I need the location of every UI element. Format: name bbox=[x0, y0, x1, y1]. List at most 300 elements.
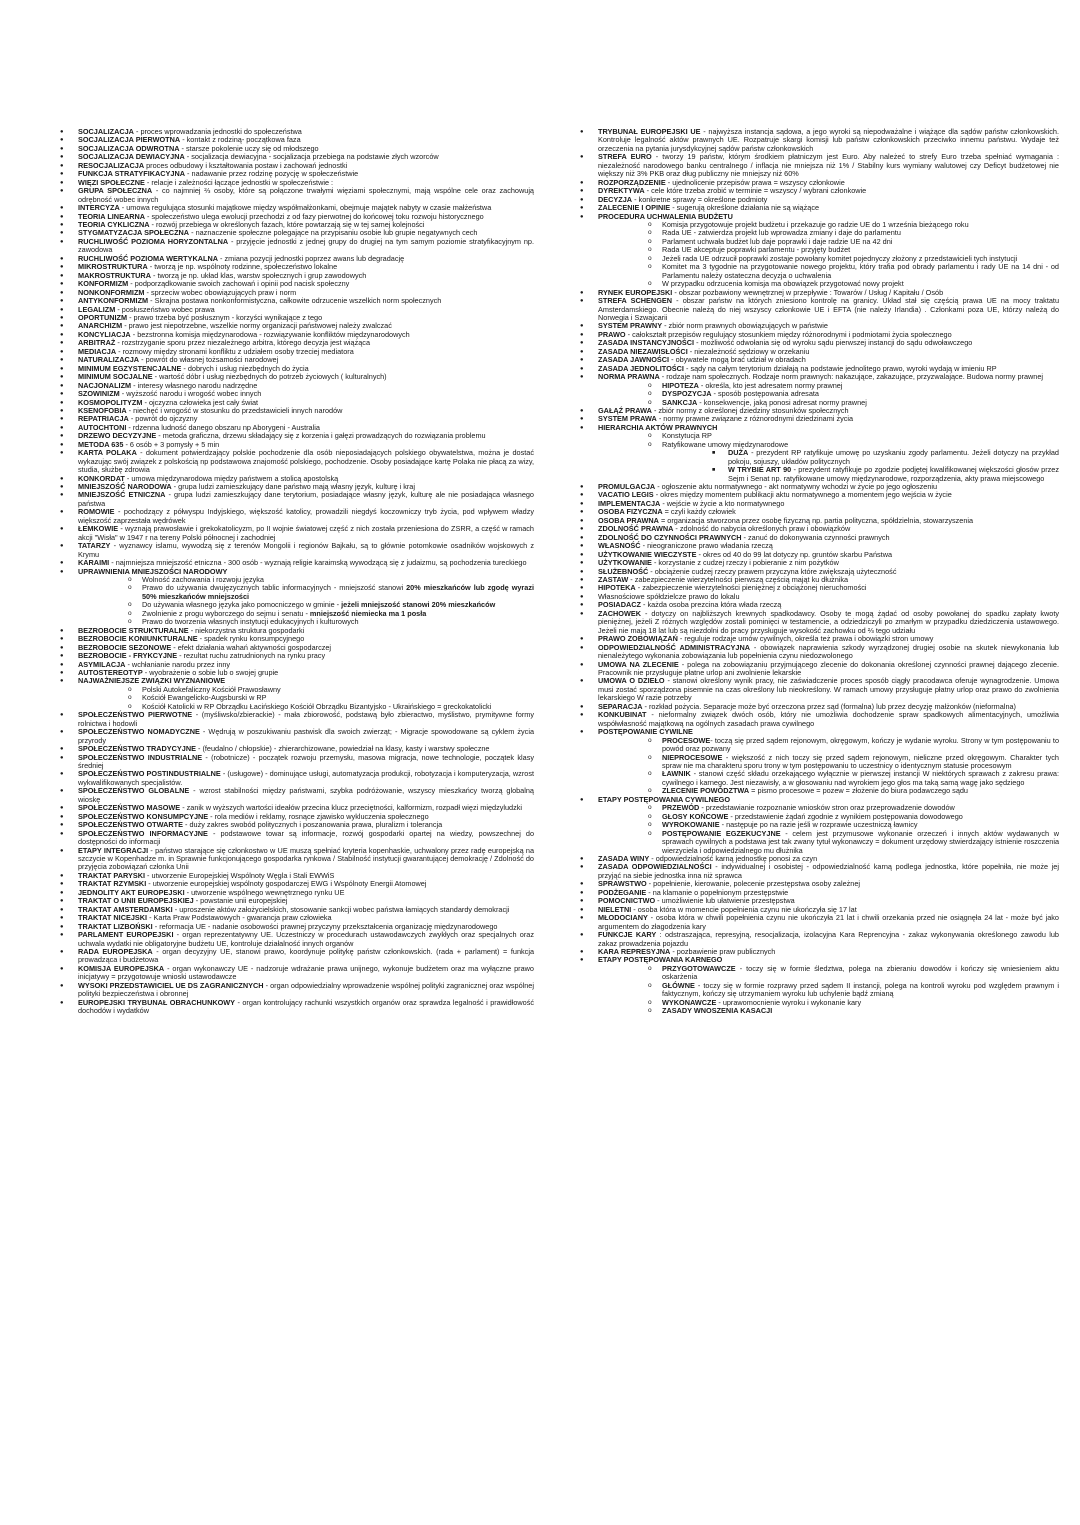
term-item bbox=[62, 754, 534, 771]
term-item bbox=[582, 728, 1059, 796]
sub-emphasis: mniejszość niemiecka ma 1 posła bbox=[309, 608, 427, 618]
sub-text: Zwolnienie z progu wyborczego do sejmu i senatu - bbox=[142, 608, 310, 618]
sub-text: Komisja przygotowuje projekt budżetu i przekazuje go radzie UE do 1 września bieżącego roku bbox=[662, 219, 969, 229]
sub-text: Polski Autokefaliczny Kościół Prawosławny bbox=[142, 684, 281, 694]
term-definition: - (robotnicze) - początek rozwoju przemysłu, masowa migracja, nowe technologie, początek klasy średniej bbox=[78, 752, 534, 770]
term-definition: - wartość dóbr i usług niezbędnych do potrzeb życiowych ( kulturalnych) bbox=[152, 372, 387, 382]
term-name: DECYZJA bbox=[598, 194, 633, 204]
term-name: TRAKTAT O UNII EUROPEJSKIEJ bbox=[78, 896, 194, 906]
term-definition: - tworzy 19 państw, którym środkiem płatniczym jest Euro. Aby należeć to strefy Euro trzeba spełniać wymagania : niezależność narodowego banku centralnego / inflacja nie mniejsza niż 1% / Stabilny kurs wymiany walutowej czy Deficyt budżetowej nie większy niż 3% PKB oraz dług publiczny nie mniejszy niż 60% bbox=[598, 152, 1059, 179]
term-definition: - na klamanie o popełnionym przestępstwie bbox=[646, 887, 789, 897]
term-name: IMPLEMENTACJA bbox=[598, 498, 661, 508]
term-definition: - utworzenie wspólnego wewnętrznego rynku UE bbox=[184, 887, 345, 897]
term-name: KOSMOPOLITYZM bbox=[78, 397, 143, 407]
term-item bbox=[62, 982, 534, 999]
term-definition: - przyjęcie jednostki z jednej grupy do drugiej na tym samym poziomie stratyfikacyjnym np. zawodowa bbox=[78, 236, 534, 255]
sub-term: ZASADY WNOSZENIA KASACJI bbox=[662, 1006, 773, 1016]
term-definition: - rodzaje nam społecznych. Rodzaje norm prawnych: nakazujące, zakazujące, przyzwalające. Budowa normy prawnej bbox=[659, 372, 1044, 382]
term-text: Własnościowe spółdzielcze prawo do lokalu bbox=[598, 591, 740, 601]
term-definition: - powrót do ojczyzny bbox=[128, 414, 198, 424]
sub-term: SANKCJA bbox=[662, 397, 698, 407]
sub-item bbox=[648, 982, 1059, 999]
term-name: ETAPY POSTĘPOWANIA CYWILNEGO bbox=[598, 794, 731, 804]
sub-text: - toczą się przed sądem rejonowym, okręgowym, kończy je wydanie wyroku. Strony w tym postępowaniu to powód oraz pozwany bbox=[662, 735, 1059, 754]
term-name: SPRAWSTWO bbox=[598, 879, 647, 889]
term-name: WIĘZI SPOŁECZNE bbox=[78, 177, 145, 187]
term-definition: - kontakt z rodziną- początkowa faza bbox=[180, 135, 301, 145]
term-definition: - ujednolicenie przepisów prawa = wszyscy członkowie bbox=[665, 177, 845, 187]
term-definition: - zbiór norm prawnych obowiązujących w państwie bbox=[662, 321, 828, 331]
term-name: LEGALIZM bbox=[78, 304, 116, 314]
term-name: ROMOWIE bbox=[78, 507, 115, 517]
term-definition: - obszar pozbawiony wewnętrznej w przepływie : Towarów / Usług / Kapitału / Osób bbox=[672, 287, 944, 297]
term-name: POMOCNICTWO bbox=[598, 896, 656, 906]
term-item bbox=[582, 297, 1059, 322]
term-definition: - konkretne sprawy = określone podmioty bbox=[632, 194, 768, 204]
term-item bbox=[582, 796, 1059, 855]
term-name: ZASTAW bbox=[598, 575, 629, 585]
term-definition: - pochodzący z półwyspu Indyjskiego, większość katolicy, prowadzili niegdyś koczowniczy tryb życia, pod wpływem władzy większość zaprzestała wędrówek bbox=[78, 507, 534, 525]
term-name: SPOŁECZEŃSTWO PIERWOTNE bbox=[78, 710, 193, 720]
term-item bbox=[582, 931, 1059, 948]
term-definition: - wzrost stabilności między państwami, szybka podróżowanie, wszyscy mieszkańcy tworzą globalną wioskę bbox=[78, 786, 534, 804]
term-definition: - pozbawienie praw publicznych bbox=[670, 946, 776, 956]
term-definition: - tworzą je np. układ klas, warstw społecznych i grup zawodowych bbox=[150, 270, 367, 280]
term-item bbox=[62, 770, 534, 787]
term-name: SOCJALIZACJA bbox=[78, 127, 134, 136]
term-name: TRAKTAT AMSTERDAMSKI bbox=[78, 904, 173, 914]
term-name: EUROPEJSKI TRYBUNAŁ OBRACHUNKOWY bbox=[78, 997, 236, 1007]
term-name: TRAKTAT LIZBOŃSKI bbox=[78, 921, 153, 931]
term-definition: - zbiór normy z określonej dziedziny stosunków społecznych bbox=[651, 405, 849, 415]
sub-text: - stanowi część składu orzekającego wyłącznie w pierwszej instancji W niektórych sprawach z zakresu prawa: cywilnego i karnego. Jest niezawisły, a w głosowaniu nad wyrokiem jego głos ma taką samą wagę jako sędziego bbox=[662, 769, 1059, 787]
term-definition: - zanuć do dokonywania czynności prawnych bbox=[741, 532, 890, 542]
term-name: RYNEK EUROPEJSKI bbox=[598, 287, 673, 297]
term-name: KARAIMI bbox=[78, 558, 110, 568]
term-name: KONCYLIACJA bbox=[78, 329, 131, 339]
term-name: GRUPA SPOŁECZNA bbox=[78, 186, 153, 196]
sub-list bbox=[598, 432, 1059, 483]
term-definition: - umowa regulująca stosunki majątkowe między współmałżonkami, obejmuje majątek nabyty w czasie małżeństwa bbox=[119, 203, 492, 213]
term-definition: - niechęć i wrogość w stosunku do przedstawicieli innych narodów bbox=[126, 405, 343, 415]
term-name: TRYBUNAŁ EUROPEJSKI UE bbox=[598, 127, 701, 136]
term-name: BEZROBOCIE STRUKTURALNE bbox=[78, 625, 189, 635]
term-definition: - zdolność do nabycia określonych praw i obowiązków bbox=[673, 524, 851, 534]
left-column bbox=[62, 128, 534, 1016]
term-item bbox=[62, 238, 534, 255]
term-name: SZOWINIZM bbox=[78, 389, 120, 399]
sub-sub-item bbox=[712, 466, 1059, 483]
term-name: STREFA SCHENGEN bbox=[598, 296, 673, 306]
term-definition: - duży zakres swobód politycznych i poszanowania prawa, pluralizm i tolerancja bbox=[183, 820, 443, 830]
term-name: SPOŁECZEŃSTWO POSTINDUSTRIALNE bbox=[78, 769, 221, 779]
term-item bbox=[582, 153, 1059, 178]
term-item bbox=[582, 610, 1059, 635]
term-definition: - okres od 40 do 99 lat dotyczy np. gruntów skarbu Państwa bbox=[696, 549, 893, 559]
term-name: SEPARACJA bbox=[598, 701, 643, 711]
term-definition: - starsze pokolenie uczy się od młodszego bbox=[179, 143, 319, 153]
term-name: PROMULGACJA bbox=[598, 482, 656, 492]
term-item bbox=[582, 213, 1059, 289]
term-definition: - obywatele mogą brać udział w obradach bbox=[669, 355, 806, 365]
term-name: SŁUŻEBNOŚĆ bbox=[598, 566, 649, 576]
sub-text: Rada UE akceptuje poprawki parlamentu - przyjęty budżet bbox=[662, 245, 851, 255]
term-name: PRAWO bbox=[598, 329, 626, 339]
term-definition: - prawo jest niepotrzebne, wszelkie normy organizacji państwowej należy zwalczać bbox=[122, 321, 392, 331]
term-definition: - najwyższa instancja sądowa, a jego wyroki są niepodważalne i wiążące dla sądów państw członkowskich. Kontroluje legalność aktów prawnych UE. Rozpatruje skargi komisji lub państw członkowskich przeciwko innemu państwu. Wydaje też orzeczenia na pytania jurysdykcyjnej sądów państw członkowskich bbox=[598, 127, 1059, 153]
term-definition: - organ wykonawczy UE - nadzoruje wdrażanie prawa unijnego, wykonuje budżetem oraz ma wyłączne prawo inicjatywy = przygotowuje wnioski ustawodawcze bbox=[78, 963, 534, 982]
term-name: ZASADA NIEZAWISŁOŚCI bbox=[598, 346, 688, 356]
term-definition: - co najmniej ⅔ osoby, które są połączone trwałymi więziami społecznymi, mają wspólne cele oraz zachowują odrębność wobec innych bbox=[78, 186, 534, 204]
term-definition: - indywidualnej i osobistej - odpowiedzialność karną podlega jednostka, które popełniła, nie może jej przyjąć na siebie jednostka inna niż sprawca bbox=[598, 862, 1059, 880]
term-definition: - obowiązek naprawienia szkody wyrządzonej drugiej osobie na skutek niewykonania lub nienależytego wykonania zobowiązania lub popełnienia czynu niedozwolonego bbox=[598, 642, 1059, 661]
term-definition: - wejście w życie a kto normatywnego bbox=[660, 498, 785, 508]
term-name: JEDNOLITY AKT EUROPEJSKI bbox=[78, 887, 185, 897]
term-name: DYREKTYWA bbox=[598, 186, 645, 196]
sub-item bbox=[648, 770, 1059, 787]
term-definition: - okres między momentem publikacji aktu normatywnego a momentem jego wejścia w życie bbox=[653, 490, 952, 500]
term-definition: = czyli każdy człowiek bbox=[662, 507, 736, 517]
left-term-list bbox=[62, 128, 534, 1016]
term-definition: - Karta Praw Podstawowych - gwarancja praw człowieka bbox=[147, 913, 332, 923]
term-item bbox=[62, 525, 534, 542]
term-item bbox=[62, 965, 534, 982]
term-name: MINIMUM EGZYSTENCJALNE bbox=[78, 363, 182, 373]
term-name: ZASADA JAWNOŚCI bbox=[598, 355, 670, 365]
sub-text: - uprawomocnienie wyroku i wykonanie kary bbox=[716, 997, 862, 1007]
sub-text: Prawo do używania dwujęzycznych tablic informacyjnych - mniejszość stanowi bbox=[142, 583, 407, 593]
term-name: SOCJALIZACJA ODWROTNA bbox=[78, 143, 180, 153]
term-definition: - osoba która w momencie popełnienia czynu nie ukończyła się 17 lat bbox=[631, 904, 857, 914]
term-name: SPOŁECZEŃSTWO TRADYCYJNE bbox=[78, 744, 196, 754]
term-name: ZACHOWEK bbox=[598, 608, 641, 618]
term-definition: - naznaczenie społeczne polegające na przypisaniu osobie lub grupie negatywnych cech bbox=[189, 228, 478, 238]
term-name: KOMISJA EUROPEJSKA bbox=[78, 963, 165, 973]
term-definition: - 6 osób + 3 pomysły + 5 min bbox=[123, 439, 220, 449]
term-name: NACJONALIZM bbox=[78, 380, 132, 390]
term-name: KSENOFOBIA bbox=[78, 405, 127, 415]
sub-text: Kościół Katolicki w RP Obrządku Łacińskiego Kościół Obrządku Bizantyjsko - Ukraińskiego = greckokatolicki bbox=[142, 701, 492, 711]
term-name: METODA 635 bbox=[78, 439, 124, 449]
term-name: MIKROSTRUKTURA bbox=[78, 262, 148, 272]
term-definition: - organ reprezentatywny UE. Uczestniczy w procedurach ustawodawczych zwykłych oraz specjalnych oraz uchwala wydatki nie obligatoryjne budżetu UE, kontroluje działalność innych organów bbox=[78, 930, 534, 948]
term-definition: - popełnienie, kierowanie, polecenie przestępstwa osoby zależnej bbox=[646, 879, 861, 889]
term-definition: - relacje i zależności łączące jednostki w społeczeństwie : bbox=[144, 177, 334, 187]
term-item bbox=[62, 187, 534, 204]
term-definition: - ojczyzna człowieka jest cały świat bbox=[142, 397, 259, 407]
term-definition: - organ odpowiedzialny wprowadzenie wspólnej polityki zagranicznej oraz wspólnej polityki bezpieczeństwa i obronnej bbox=[78, 980, 534, 999]
term-name: NAJWAŻNIEJSZE ZWIĄZKI WYZNANIOWE bbox=[78, 676, 226, 686]
term-definition: - wyznawcy islamu, wywodzą się z terenów Mongolii i regionów Bajkału, są to głównie potomkowie osadników wojskowych z Krymu bbox=[78, 541, 534, 559]
term-name: DRZEWO DECYZYJNE bbox=[78, 431, 157, 441]
term-definition: - całokształt przepisów regulujący stosunkiem między różnorodnymi i podmiotami życia społecznego bbox=[625, 329, 952, 339]
term-definition: - wyższość narodu i wrogość wobec innych bbox=[119, 389, 262, 399]
sub-term: POSTĘPOWANIE EGZEKUCYJNE bbox=[662, 828, 781, 838]
term-item bbox=[62, 847, 534, 872]
sub-text: - prezydent RP ratyfikuje umowę po uzyskaniu zgody parlamentu. Jeżeli dotyczy na przykład pokoju, sojuszy, układów politycznych bbox=[728, 448, 1059, 466]
term-definition: - ogłoszenie aktu normatywnego - akt normatywny wchodzi w życie po jego ogłoszeniu bbox=[655, 482, 938, 492]
term-name: OPORTUNIZM bbox=[78, 312, 128, 322]
term-definition: - umowa międzynarodowa między państwem a stolicą apostolską bbox=[124, 473, 339, 483]
term-definition: - wyobrażenie o sobie lub o swojej grupie bbox=[142, 668, 279, 677]
sub-text: Jeżeli rada UE odrzucił poprawki zostaje powołany komitet pojednyczy złożony z przedstawicieli tych instytucji bbox=[662, 253, 1018, 263]
term-definition: - możliwość odwołania się od wyroku sądu pierwszej instancji do sądu odwoławczego bbox=[694, 338, 973, 348]
term-item bbox=[582, 424, 1059, 483]
term-name: SPOŁECZEŃSTWO INFORMACYJNE bbox=[78, 828, 208, 838]
term-name: KONKUBINAT bbox=[598, 710, 647, 720]
term-item bbox=[62, 711, 534, 728]
term-definition: - każda osoba prezcina która włada rzeczą bbox=[640, 600, 782, 610]
term-name: ZDOLNOŚĆ DO CZYNNOŚCI PRAWNYCH bbox=[598, 532, 742, 542]
term-name: ANTYKONFORMIZM bbox=[78, 296, 149, 306]
term-name: RUCHLIWOŚĆ POZIOMA WERTYKALNA bbox=[78, 253, 218, 263]
term-name: BEZROBOCIE KONIUNKTURALNE bbox=[78, 634, 198, 644]
term-name: STYGMATYZACJA SPOŁECZNA bbox=[78, 228, 190, 238]
term-item bbox=[582, 711, 1059, 728]
term-definition: - grupa ludzi zamieszkujący dane terytorium, posiadające własny język, kulturę ale nie posiadająca własnego państwa bbox=[78, 490, 534, 508]
sub-emphasis: 20% mieszkańców lub zgodę wyrazi 50% mieszkańców mniejszości bbox=[142, 583, 534, 601]
sub-list bbox=[598, 221, 1059, 289]
term-definition: - społeczeństwo ulega ewolucji przechodzi z od fazy pierwotnej do końcowej toku rozwoju historycznego bbox=[145, 211, 484, 221]
sub-list bbox=[598, 737, 1059, 796]
term-definition: - obciążenie cudzej rzeczy prawem przyczyna które zwiększają użyteczność bbox=[648, 566, 897, 576]
term-definition: - najmniejsza mniejszość etniczna - 300 osób - wyznają religie karaimską wywodzącą się z judaizmu, są pochodzenia tureckiego bbox=[109, 558, 527, 568]
term-name: MŁODOCIANY bbox=[598, 913, 648, 923]
term-definition: - rola mediów i reklamy, rosnące zjawisko wykluczenia społecznego bbox=[208, 811, 429, 821]
term-item bbox=[582, 914, 1059, 931]
sub-text: - następuje po na razie jeśli w rozprawie uczestniczą ławnicy bbox=[719, 820, 918, 830]
sub-term: GŁOSY KOŃCOWE bbox=[662, 811, 729, 821]
term-item bbox=[582, 373, 1059, 407]
term-item bbox=[62, 568, 534, 627]
term-definition: - podporządkowanie swoich zachowań i opinii pod nacisk społeczny bbox=[128, 279, 350, 289]
sub-text: Kościół Ewangelicko-Augsburski w RP bbox=[142, 693, 267, 703]
term-definition: - zabezpieczenie wierzytelności pierwszą częścią mająt ku dłużnika bbox=[628, 575, 849, 585]
term-name: WYSOKI PRZEDSTAWICIEL UE DS ZAGRANICZNYCH bbox=[78, 980, 264, 990]
term-definition: - podstawowe towar są informacje, rozwój gospodarki opartej na wiedzy, powszechnej do dostępności do informacji bbox=[78, 828, 535, 847]
sub-item bbox=[648, 830, 1059, 855]
term-definition: - niekorzystna struktura gospodarki bbox=[188, 625, 305, 635]
term-definition: - prawo trzeba być posłusznym - korzyści wynikające z tego bbox=[127, 312, 323, 322]
term-definition: - reformacja UE - nadanie osobowości prawnej przyczyny przekształcenia organizację międzynarodowego bbox=[152, 921, 498, 931]
term-definition: - umożliwienie lub ułatwienie przestępstwa bbox=[655, 896, 795, 906]
term-definition: - utworzenie Europejskiej Wspólnoty Węgla i Stali EWWiS bbox=[145, 870, 335, 880]
term-item bbox=[62, 491, 534, 508]
term-definition: - rozkład pożycia. Separacje może być orzeczona przez sąd (formalna) lub przez decyzję małżonków (nieformalna) bbox=[642, 701, 1016, 711]
sub-text: - przedstawianie rozpoznanie wniosków stron oraz przeprowadzenie dowodów bbox=[699, 803, 955, 813]
sub-text: - toczy się w formie rozprawy przed sądem II instancji, polega na kontroli wyroku pod względem prawnym i faktycznym, kończy się utrzymaniem wyroku lub uchylenie bądź zmianą bbox=[662, 980, 1059, 999]
term-name: TEORIA LINEARNA bbox=[78, 211, 146, 221]
term-item bbox=[62, 542, 534, 559]
term-name: TEORIA CYKLICZNA bbox=[78, 219, 150, 229]
term-name: PRAWO ZOBOWIĄZAŃ bbox=[598, 634, 678, 644]
term-name: SYSTEM PRAWA bbox=[598, 414, 657, 424]
term-definition: - sugerują określone działania nie są wiążące bbox=[670, 203, 820, 213]
term-definition: - Skrajna postawa nonkonformistyczna, całkowite odrzucenie wszelkich norm społecznych bbox=[148, 296, 442, 306]
term-name: WŁASNOŚĆ bbox=[598, 541, 641, 551]
term-definition: - proces wprowadzania jednostki do społeczeństwa bbox=[133, 127, 302, 136]
term-definition: - odpowiedzialność karną jednostkę ponosi za czyn bbox=[649, 853, 818, 863]
sub-text: Komitet ma 3 tygodnie na przygotowanie nowego projektu, który trafia pod obrady parlamentu i rady UE na 14 dni - od Parlamentu należy ostateczna decyzja o uchwalenia bbox=[662, 262, 1059, 280]
sub-text: - określa, kto jest adresatem normy prawnej bbox=[698, 380, 843, 390]
term-name: UŻYTKOWANIE WIECZYSTE bbox=[598, 549, 697, 559]
term-definition: - powstanie unii europejskiej bbox=[193, 896, 288, 906]
sub-text: Ratyfikowane umowy międzynarodowe bbox=[662, 439, 789, 449]
sub-sub-list bbox=[662, 449, 1059, 483]
term-item bbox=[62, 830, 534, 847]
term-definition: - sądy na całym terytorium działają na podstawie jednolitego prawo, wyroki wydają w imieniu RP bbox=[683, 363, 997, 373]
term-item bbox=[582, 956, 1059, 1015]
term-definition: - dotyczy on najbliższych krewnych spadkodawcy. Osoby te mogą żądać od osoby powołanej do spadku zapłaty kwoty pieniężnej, jeżeli Z różnych względów zostali pominięci w testamencie, a odziedziczyli po zmarłym w przypadku dziedziczenia ustawowego. Jeżeli nie mają 18 lat lub są niezdolni do pracy przysługuje wysokość zachowku od ⅔ tego udziału bbox=[598, 608, 1059, 635]
term-definition: - organ kontrolujący rachunki wszystkich organów oraz sprawdza legalność i prawidłowość dochodów i wydatków bbox=[78, 997, 534, 1016]
term-definition: - państwo starające się członkostwo w UE muszą spełniać kryteria kopenhaskie, uchwalony przez radę europejską na szczycie w Kopenhadze m. in Sprawnie funkcjonującego gospodarka rynkowa / Stabilność instytucji gwarantującej demokrację / Zdolność do przyjęcia zobowiązań członka Unii bbox=[78, 845, 535, 872]
sub-text: - prezydent ratyfikuje po zgodzie podjętej kwalifikowanej większości głosów przez Sejm i Senat np. ratyfikowane umowy międzynarodowe, rozporządzenia, akty prawa miejscowego bbox=[728, 465, 1059, 483]
term-definition: - (myśliwsko/zbierackie) - mała zbiorowość, podstawą było zbieractwo, myślistwo, prymitywne formy rolnictwa i hodowli bbox=[78, 710, 534, 728]
term-definition: - organ decyzyjny UE, stanowi prawo, koordynuje politykę państw członkowskich. (rada + parlament) = funkcja prowadząca i budżetowa bbox=[78, 946, 534, 965]
term-name: ZASADA ODPOWIEDZIALNOŚCI bbox=[598, 862, 712, 872]
sub-item bbox=[648, 737, 1059, 754]
term-definition: - socjalizacja dewiacyjna - socjalizacja przebiega na podstawie złych wzorców bbox=[184, 152, 439, 162]
term-definition: - utworzenie europejskiej wspólnoty gospodarczej EWG i Wspólnoty Energii Atomowej bbox=[146, 879, 427, 889]
term-definition: : odstraszająca, represyjną, resocjalizacja, izolacyjna Kara Reprencyjna - zakaz wykonywania określonego zawodu lub zakaz prowadzenia pojazdu bbox=[598, 930, 1059, 948]
term-name: BEZROBOCIE - FRYKCYJNE bbox=[78, 651, 178, 661]
term-definition: - rdzenna ludność danego obszaru np Aborygeni - Australia bbox=[126, 422, 320, 432]
term-definition: - polega na zobowiązaniu przyjmującego zlecenie do dokonania określonej czynności prawnej dającego zlecenie. Pracownik nie przysługuje płatne urlop ani zwolnienie lekarskie bbox=[598, 659, 1059, 677]
term-item bbox=[62, 728, 534, 745]
sub-term: DYSPOZYCJA bbox=[662, 389, 712, 399]
term-definition: - bezstronna komisja międzynarodowa - rozwiązywanie konfliktów międzynarodowych bbox=[130, 329, 410, 339]
term-definition: - rozstrzyganie sporu przez niezależnego arbitra, którego decyzja jest wiążąca bbox=[115, 338, 371, 348]
term-item bbox=[62, 508, 534, 525]
term-definition: - spadek rynku konsumpcyjnego bbox=[197, 634, 305, 644]
term-name: ŁEMKOWIE bbox=[78, 524, 119, 534]
term-name: SYSTEM PRAWNY bbox=[598, 321, 663, 331]
term-definition: - dobrych i usług niezbędnych do życia bbox=[181, 363, 309, 373]
term-name: ANARCHIZM bbox=[78, 321, 123, 331]
term-name: MAKROSTRUKTURA bbox=[78, 270, 151, 280]
term-definition: - wyznają prawosławie i grekokatolicyzm, po II wojnie światowej część z nich została przeniesiona do ZSRR, a część w ramach akcji "Wisła" w 1947 r na tereny Polski północnej i zachodniej bbox=[78, 524, 534, 542]
sub-item bbox=[128, 584, 534, 601]
term-name: HIPOTEKA bbox=[598, 583, 636, 593]
sub-term: ŁAWNIK bbox=[662, 769, 691, 779]
sub-text: Rada UE - zatwierdza projekt lub wprowadza zmiany i daje do parlamentu bbox=[662, 228, 901, 238]
sub-list bbox=[598, 382, 1059, 407]
sub-term: PRZYGOTOWAWCZE bbox=[662, 963, 736, 973]
term-name: INTERCYZA bbox=[78, 203, 120, 213]
term-name: RESOCJALIZACJA bbox=[78, 160, 145, 170]
term-name: ZASADA WINY bbox=[598, 853, 650, 863]
term-definition: proces odbudowy i kształtowania postaw i zachowań jednostki bbox=[144, 160, 348, 170]
term-definition: - Wędrują w poszukiwaniu pastwisk dla swoich zwierząt; - Migracje spowodowane są cyklem życia przyrody bbox=[78, 727, 535, 745]
term-name: NATURALIZACJA bbox=[78, 355, 140, 365]
term-name: PODŻEGANIE bbox=[598, 887, 647, 897]
term-definition: - korzystanie z cudzej rzeczy i pobieranie z nim pożytków bbox=[651, 558, 839, 568]
sub-term: HIPOTEZA bbox=[662, 380, 699, 390]
sub-term: ZLECENIE POWÓDZTWA bbox=[662, 786, 750, 796]
term-definition: - metoda graficzna, drzewu składający się z korzenia i gałęzi prowadzących do rozwiązania problemu bbox=[156, 431, 486, 441]
right-column bbox=[582, 128, 1059, 1016]
sub-text: - większość z nich toczy się przed sądem rejonowym, nieliczne przed okręgowym. Charakter tych spraw nie ma charakteru sporu trony w tym postępowaniu to uczestnicy o identycznym statusie procesowym bbox=[662, 752, 1059, 770]
term-name: OSOBA FIZYCZNA bbox=[598, 507, 663, 517]
term-definition: - dokument potwierdzający polskie pochodzenie dla osób nieposiadających polskiego obywatelstwa, można je dostać wykazując swój związek z polskością np podstawowa znajomość polskiego, pochodzenie. Osoby posiadające kartę Polaka nie płacą za wizy, studia, służbę zdrowia bbox=[78, 448, 534, 475]
term-name: GAŁĄŹ PRAWA bbox=[598, 405, 652, 415]
sub-term: PRZEWÓD bbox=[662, 803, 700, 813]
term-name: FUNKCJE KARY bbox=[598, 930, 657, 940]
term-name: MNIEJSZOŚĆ ETNICZNA bbox=[78, 490, 166, 500]
term-definition: - sprzeciw wobec obowiązujących praw i norm bbox=[144, 287, 297, 297]
term-name: SPOŁECZEŃSTWO KONSUMPCYJNE bbox=[78, 811, 209, 821]
term-name: REPATRIACJA bbox=[78, 414, 129, 424]
term-name: ASYMILACJA bbox=[78, 659, 126, 669]
term-definition: - (usługowe) - dominujące usługi, automatyzacja produkcji, robotyzacja i komputeryzacja, wzrost wykwalifikowanych specjalistów. bbox=[78, 769, 534, 787]
term-name: POSTĘPOWANIE CYWILNE bbox=[598, 727, 693, 737]
term-definition: - reguluje rodzaje umów cywilnych, określa też prawa i obowiązki stron umowy bbox=[677, 634, 934, 644]
sub-term: WYROKOWANIE bbox=[662, 820, 720, 830]
sub-item bbox=[648, 965, 1059, 982]
sub-text: W przypadku odrzucenia komisja ma obowiązek przygotować nowy projekt bbox=[662, 279, 904, 289]
sub-term: WYKONAWCZE bbox=[662, 997, 717, 1007]
term-name: MEDIACJA bbox=[78, 346, 117, 356]
term-definition: - tworzą je np. wspólnoty rodzinne, społeczeństwo lokalne bbox=[147, 262, 338, 272]
sub-emphasis: jeżeli mniejszość stanowi 20% mieszkańców bbox=[341, 600, 496, 610]
term-definition: - nieograniczone prawo władania rzeczą bbox=[640, 541, 773, 551]
term-definition: - cele które trzeba zrobić w terminie = wszyscy / wybrani członkowie bbox=[644, 186, 867, 196]
sub-text: Prawo do tworzenia własnych instytucji edukacyjnych i kulturowych bbox=[142, 617, 359, 627]
sub-item bbox=[648, 1007, 1059, 1015]
term-name: FUNKCJA STRATYFIKACYJNA bbox=[78, 169, 186, 179]
term-definition: - normy prawne związane z różnorodnymi dziedzinami życia bbox=[656, 414, 854, 424]
term-definition: - zmiana pozycji jednostki poprzez awans lub degradację bbox=[217, 253, 405, 263]
sub-text: = pismo procesowe = pozew = złożenie do biura podawczego sądu bbox=[749, 786, 968, 796]
term-name: NIELETNI bbox=[598, 904, 632, 914]
term-name: KARTA POLAKA bbox=[78, 448, 137, 458]
term-definition: - grupa ludzi zamieszkujący dane państwo mają własny język, kulturę i kraj bbox=[171, 482, 415, 492]
sub-term: GŁÓWNE bbox=[662, 980, 695, 990]
term-item bbox=[62, 999, 534, 1016]
term-name: TRAKTAT NICEJSKI bbox=[78, 913, 148, 923]
term-name: HIERARCHIA AKTÓW PRAWNYCH bbox=[598, 422, 718, 432]
term-item bbox=[582, 677, 1059, 702]
term-name: SOCJALIZACJA DEWIACYJNA bbox=[78, 152, 185, 162]
term-name: UPRAWNIENIA MNIEJSZOŚCI NARODOWY bbox=[78, 566, 228, 576]
term-name: STREFA EURO bbox=[598, 152, 652, 162]
term-definition: - rozmowy między stronami konfliktu z udziałem osoby trzeciej mediatora bbox=[116, 346, 354, 356]
sub-text: - konsekwencje, jaką ponosi adresat normy prawnej bbox=[697, 397, 867, 407]
sub-term: PROCESOWE bbox=[662, 735, 711, 745]
term-name: ROZPORZĄDZENIE bbox=[598, 177, 666, 187]
sub-text: - celem jest przymusowe wykonanie orzeczeń i innych aktów wydawanych w sprawach cywilnych a podstawa jest tak zwany tytuł wykonawczy = dokument urzędowy stwierdzający istnienie roszczenia wierzyciela i odpowiedzialnego mu dłużnika bbox=[662, 828, 1059, 855]
term-definition: - rezultat ruchu zatrudnionych na rynku pracy bbox=[177, 651, 326, 661]
sub-list bbox=[598, 804, 1059, 855]
term-name: VACATIO LEGIS bbox=[598, 490, 654, 500]
term-definition: - rozwój przebiega w określonych fazach, które powtarzają się w tej samej kolejności bbox=[149, 219, 425, 229]
term-name: ZASADA INSTANCYJNOŚCI bbox=[598, 338, 695, 348]
term-name: ETAPY POSTĘPOWANIA KARNEGO bbox=[598, 955, 723, 965]
term-name: SPOŁECZEŃSTWO INDUSTRIALNE bbox=[78, 752, 203, 762]
term-item bbox=[582, 644, 1059, 661]
term-name: PROCEDURA UCHWALENIA BUDŻETU bbox=[598, 211, 733, 221]
term-name: ZDOLNOŚĆ PRAWNA bbox=[598, 524, 674, 534]
term-name: UŻYTKOWANIE bbox=[598, 558, 652, 568]
term-name: PARLAMENT EUROPEJSKI bbox=[78, 930, 174, 940]
term-name: SPOŁECZEŃSTWO OTWARTE bbox=[78, 820, 183, 830]
term-name: MINIMUM SOCJALNE bbox=[78, 372, 153, 382]
term-item bbox=[62, 948, 534, 965]
sub-list bbox=[78, 576, 534, 627]
term-name: UMOWA O DZIEŁO bbox=[598, 676, 665, 686]
term-name: AUTOCHTONI bbox=[78, 422, 127, 432]
term-definition: = organizacja stworzona przez osobę fizyczną np. partia polityczna, spółdzielnia, stowarzyszenia bbox=[658, 515, 974, 525]
